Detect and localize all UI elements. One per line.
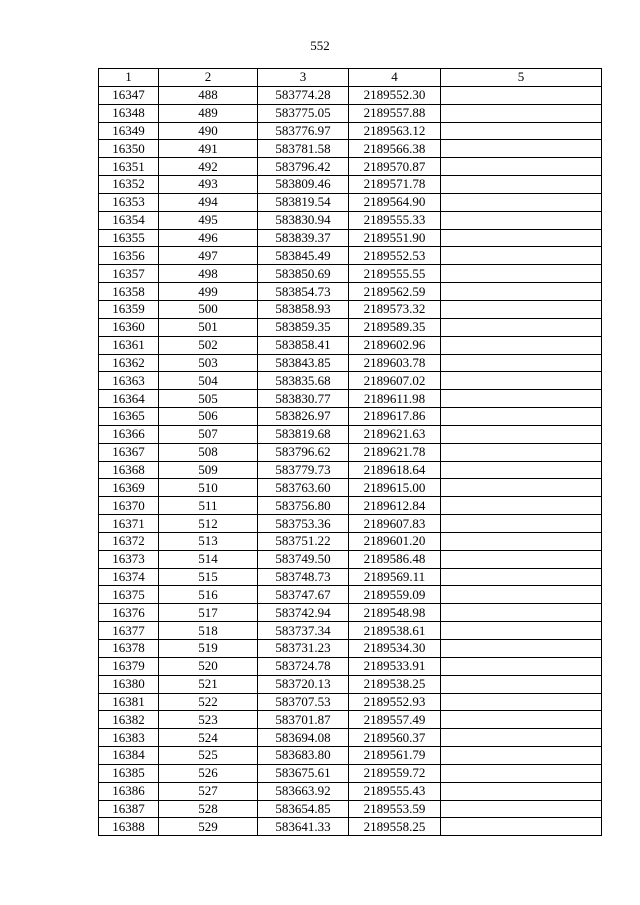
table-cell-col-5 [441,657,602,675]
table-cell-col-3: 583854.73 [258,283,349,301]
table-row [99,211,602,229]
table-cell-col-1: 16355 [99,229,159,247]
table-row [99,532,602,550]
table-cell-col-2: 512 [159,515,258,533]
table-cell-col-5 [441,300,602,318]
table-cell-col-3: 583809.46 [258,176,349,194]
table-cell-col-5 [441,461,602,479]
table-cell-col-3: 583858.93 [258,300,349,318]
table-cell-col-5 [441,176,602,194]
table-cell-col-3: 583850.69 [258,265,349,283]
table-cell-col-2: 505 [159,390,258,408]
table-cell-col-1: 16351 [99,158,159,176]
table-cell-col-3: 583747.67 [258,586,349,604]
table-cell-col-4: 2189553.59 [349,800,441,818]
page-number: 552 [310,38,330,53]
table-cell-col-4: 2189618.64 [349,461,441,479]
table-cell-col-2: 497 [159,247,258,265]
table-cell-col-2: 508 [159,443,258,461]
table-cell-col-2: 515 [159,568,258,586]
table-cell-col-1: 16366 [99,425,159,443]
table-cell-col-3: 583774.28 [258,86,349,104]
table-cell-col-4: 2189566.38 [349,140,441,158]
table-cell-col-4: 2189611.98 [349,390,441,408]
table-cell-col-5 [441,729,602,747]
header-row [99,69,602,87]
table-cell-col-3: 583835.68 [258,372,349,390]
table-cell-col-5 [441,818,602,836]
table-row [99,729,602,747]
table-row [99,586,602,604]
table-cell-col-5 [441,408,602,426]
table-cell-col-1: 16350 [99,140,159,158]
table-cell-col-3: 583724.78 [258,657,349,675]
table-row [99,354,602,372]
table-cell-col-5 [441,229,602,247]
table-header [99,69,602,87]
table-cell-col-1: 16373 [99,550,159,568]
table-cell-col-3: 583720.13 [258,675,349,693]
table-cell-col-2: 526 [159,764,258,782]
table-cell-col-2: 488 [159,86,258,104]
table-row [99,657,602,675]
table-cell-col-3: 583839.37 [258,229,349,247]
table-cell-col-3: 583675.61 [258,764,349,782]
table-row [99,497,602,515]
table-cell-col-5 [441,586,602,604]
table-cell-col-2: 521 [159,675,258,693]
table-cell-col-1: 16372 [99,532,159,550]
table-cell-col-3: 583748.73 [258,568,349,586]
column-header-1: 1 [99,69,159,87]
table-cell-col-4: 2189551.90 [349,229,441,247]
table-cell-col-1: 16362 [99,354,159,372]
table-cell-col-3: 583796.42 [258,158,349,176]
table-cell-col-2: 524 [159,729,258,747]
table-cell-col-2: 506 [159,408,258,426]
table-cell-col-2: 525 [159,747,258,765]
table-cell-col-4: 2189589.35 [349,318,441,336]
table-cell-col-5 [441,568,602,586]
table-cell-col-2: 496 [159,229,258,247]
table-row [99,193,602,211]
table-cell-col-4: 2189570.87 [349,158,441,176]
table-cell-col-2: 514 [159,550,258,568]
table-cell-col-1: 16375 [99,586,159,604]
table-cell-col-1: 16352 [99,176,159,194]
table-row [99,479,602,497]
table-row [99,104,602,122]
table-cell-col-1: 16361 [99,336,159,354]
table-cell-col-2: 518 [159,622,258,640]
table-cell-col-3: 583830.77 [258,390,349,408]
table-cell-col-2: 513 [159,532,258,550]
table-cell-col-2: 517 [159,604,258,622]
table-cell-col-4: 2189601.20 [349,532,441,550]
table-cell-col-3: 583683.80 [258,747,349,765]
table-row [99,443,602,461]
table-cell-col-3: 583858.41 [258,336,349,354]
table-cell-col-1: 16348 [99,104,159,122]
table-row [99,425,602,443]
table-row [99,229,602,247]
table-row [99,140,602,158]
table-body [99,86,602,835]
table-row [99,818,602,836]
column-header-4: 4 [349,69,441,87]
table-cell-col-1: 16383 [99,729,159,747]
table-cell-col-4: 2189559.09 [349,586,441,604]
table-cell-col-5 [441,443,602,461]
table-cell-col-1: 16368 [99,461,159,479]
table-cell-col-5 [441,265,602,283]
table-cell-col-3: 583751.22 [258,532,349,550]
table-cell-col-2: 492 [159,158,258,176]
table-cell-col-2: 498 [159,265,258,283]
table-cell-col-5 [441,497,602,515]
table-cell-col-2: 489 [159,104,258,122]
table-cell-col-5 [441,532,602,550]
table-cell-col-5 [441,122,602,140]
table-cell-col-3: 583742.94 [258,604,349,622]
table-cell-col-1: 16370 [99,497,159,515]
column-header-5: 5 [441,69,602,87]
table-cell-col-2: 502 [159,336,258,354]
table-cell-col-3: 583826.97 [258,408,349,426]
table-cell-col-1: 16379 [99,657,159,675]
table-cell-col-5 [441,711,602,729]
table-cell-col-2: 519 [159,640,258,658]
table-row [99,800,602,818]
table-cell-col-2: 529 [159,818,258,836]
table-cell-col-1: 16382 [99,711,159,729]
table-cell-col-5 [441,372,602,390]
table-row [99,372,602,390]
table-cell-col-4: 2189534.30 [349,640,441,658]
table-cell-col-5 [441,604,602,622]
table-cell-col-1: 16385 [99,764,159,782]
table-row [99,604,602,622]
table-cell-col-1: 16364 [99,390,159,408]
table-cell-col-4: 2189607.83 [349,515,441,533]
table-cell-col-3: 583663.92 [258,782,349,800]
table-cell-col-4: 2189562.59 [349,283,441,301]
table-row [99,336,602,354]
table-cell-col-2: 527 [159,782,258,800]
table-cell-col-2: 495 [159,211,258,229]
table-cell-col-5 [441,640,602,658]
table-cell-col-1: 16388 [99,818,159,836]
table-cell-col-5 [441,390,602,408]
table-cell-col-3: 583845.49 [258,247,349,265]
table-row [99,283,602,301]
table-row [99,158,602,176]
table-cell-col-3: 583781.58 [258,140,349,158]
table-cell-col-2: 503 [159,354,258,372]
table-cell-col-4: 2189564.90 [349,193,441,211]
table-row [99,675,602,693]
table-cell-col-5 [441,158,602,176]
table-cell-col-4: 2189557.88 [349,104,441,122]
table-cell-col-3: 583654.85 [258,800,349,818]
table-cell-col-1: 16374 [99,568,159,586]
table-cell-col-3: 583737.34 [258,622,349,640]
table-cell-col-5 [441,782,602,800]
table-cell-col-5 [441,336,602,354]
table-cell-col-1: 16347 [99,86,159,104]
table-cell-col-5 [441,86,602,104]
table-row [99,318,602,336]
table-cell-col-1: 16378 [99,640,159,658]
table-cell-col-1: 16360 [99,318,159,336]
table-cell-col-5 [441,425,602,443]
table-cell-col-2: 510 [159,479,258,497]
table-row [99,693,602,711]
table-row [99,640,602,658]
table-cell-col-4: 2189612.84 [349,497,441,515]
table-cell-col-4: 2189552.93 [349,693,441,711]
table-cell-col-4: 2189560.37 [349,729,441,747]
table-cell-col-2: 528 [159,800,258,818]
table-cell-col-4: 2189538.61 [349,622,441,640]
table-cell-col-5 [441,800,602,818]
table-cell-col-5 [441,211,602,229]
table-cell-col-4: 2189602.96 [349,336,441,354]
table-cell-col-5 [441,354,602,372]
table-row [99,711,602,729]
table-cell-col-1: 16353 [99,193,159,211]
table-cell-col-3: 583796.62 [258,443,349,461]
table-cell-col-4: 2189621.63 [349,425,441,443]
table-cell-col-4: 2189552.30 [349,86,441,104]
table-cell-col-5 [441,675,602,693]
table-cell-col-3: 583701.87 [258,711,349,729]
table-cell-col-5 [441,693,602,711]
table-cell-col-5 [441,247,602,265]
table-cell-col-1: 16365 [99,408,159,426]
table-cell-col-4: 2189615.00 [349,479,441,497]
table-row [99,461,602,479]
table-cell-col-1: 16387 [99,800,159,818]
table-cell-col-4: 2189607.02 [349,372,441,390]
table-row [99,622,602,640]
table-cell-col-3: 583753.36 [258,515,349,533]
table-cell-col-4: 2189563.12 [349,122,441,140]
table-cell-col-4: 2189569.11 [349,568,441,586]
table-row [99,747,602,765]
table-cell-col-3: 583830.94 [258,211,349,229]
table-cell-col-5 [441,193,602,211]
table-cell-col-1: 16386 [99,782,159,800]
table-cell-col-4: 2189571.78 [349,176,441,194]
table-cell-col-2: 499 [159,283,258,301]
table-cell-col-2: 491 [159,140,258,158]
table-cell-col-5 [441,140,602,158]
table-cell-col-2: 516 [159,586,258,604]
table-cell-col-4: 2189559.72 [349,764,441,782]
table-cell-col-1: 16356 [99,247,159,265]
coordinates-table [98,68,602,836]
table-cell-col-5 [441,515,602,533]
table-cell-col-4: 2189586.48 [349,550,441,568]
table-cell-col-2: 509 [159,461,258,479]
table-cell-col-1: 16376 [99,604,159,622]
table-cell-col-4: 2189617.86 [349,408,441,426]
table-cell-col-2: 511 [159,497,258,515]
table-cell-col-3: 583756.80 [258,497,349,515]
table-cell-col-4: 2189555.55 [349,265,441,283]
table-cell-col-4: 2189603.78 [349,354,441,372]
table-cell-col-2: 501 [159,318,258,336]
table-cell-col-2: 507 [159,425,258,443]
table-row [99,515,602,533]
table-cell-col-4: 2189557.49 [349,711,441,729]
table-row [99,764,602,782]
table-cell-col-1: 16354 [99,211,159,229]
table-cell-col-3: 583749.50 [258,550,349,568]
table-cell-col-1: 16358 [99,283,159,301]
table-cell-col-4: 2189533.91 [349,657,441,675]
table-cell-col-3: 583776.97 [258,122,349,140]
table-cell-col-5 [441,283,602,301]
table-row [99,550,602,568]
table-cell-col-3: 583731.23 [258,640,349,658]
table-row [99,247,602,265]
table-cell-col-1: 16384 [99,747,159,765]
table-cell-col-4: 2189555.43 [349,782,441,800]
table-cell-col-3: 583819.54 [258,193,349,211]
table-cell-col-2: 504 [159,372,258,390]
table-cell-col-4: 2189548.98 [349,604,441,622]
table-row [99,265,602,283]
table-row [99,176,602,194]
table-cell-col-3: 583707.53 [258,693,349,711]
table-cell-col-4: 2189555.33 [349,211,441,229]
table-cell-col-2: 494 [159,193,258,211]
table-cell-col-4: 2189621.78 [349,443,441,461]
table-cell-col-1: 16349 [99,122,159,140]
table-cell-col-1: 16381 [99,693,159,711]
column-header-3: 3 [258,69,349,87]
table-cell-col-1: 16363 [99,372,159,390]
table-cell-col-1: 16357 [99,265,159,283]
table-cell-col-1: 16359 [99,300,159,318]
table-cell-col-5 [441,318,602,336]
table-cell-col-3: 583694.08 [258,729,349,747]
table-cell-col-4: 2189538.25 [349,675,441,693]
table-cell-col-1: 16367 [99,443,159,461]
table-cell-col-5 [441,479,602,497]
table-cell-col-4: 2189561.79 [349,747,441,765]
table-cell-col-3: 583641.33 [258,818,349,836]
table-cell-col-2: 493 [159,176,258,194]
table-cell-col-2: 522 [159,693,258,711]
column-header-2: 2 [159,69,258,87]
table-cell-col-1: 16371 [99,515,159,533]
table-cell-col-5 [441,747,602,765]
table-row [99,408,602,426]
table-cell-col-5 [441,764,602,782]
table-row [99,782,602,800]
table-cell-col-5 [441,550,602,568]
table-row [99,390,602,408]
table-cell-col-4: 2189558.25 [349,818,441,836]
table-cell-col-3: 583779.73 [258,461,349,479]
table-cell-col-2: 523 [159,711,258,729]
table-row [99,122,602,140]
table-row [99,300,602,318]
table-cell-col-4: 2189573.32 [349,300,441,318]
table-cell-col-2: 500 [159,300,258,318]
table-cell-col-3: 583819.68 [258,425,349,443]
table-cell-col-3: 583859.35 [258,318,349,336]
table-cell-col-5 [441,622,602,640]
table-cell-col-3: 583843.85 [258,354,349,372]
table-cell-col-1: 16369 [99,479,159,497]
table-cell-col-5 [441,104,602,122]
table-cell-col-1: 16377 [99,622,159,640]
table-cell-col-3: 583775.05 [258,104,349,122]
table-cell-col-3: 583763.60 [258,479,349,497]
table-row [99,86,602,104]
table-cell-col-2: 490 [159,122,258,140]
table-row [99,568,602,586]
table-cell-col-4: 2189552.53 [349,247,441,265]
table-cell-col-2: 520 [159,657,258,675]
table-cell-col-1: 16380 [99,675,159,693]
